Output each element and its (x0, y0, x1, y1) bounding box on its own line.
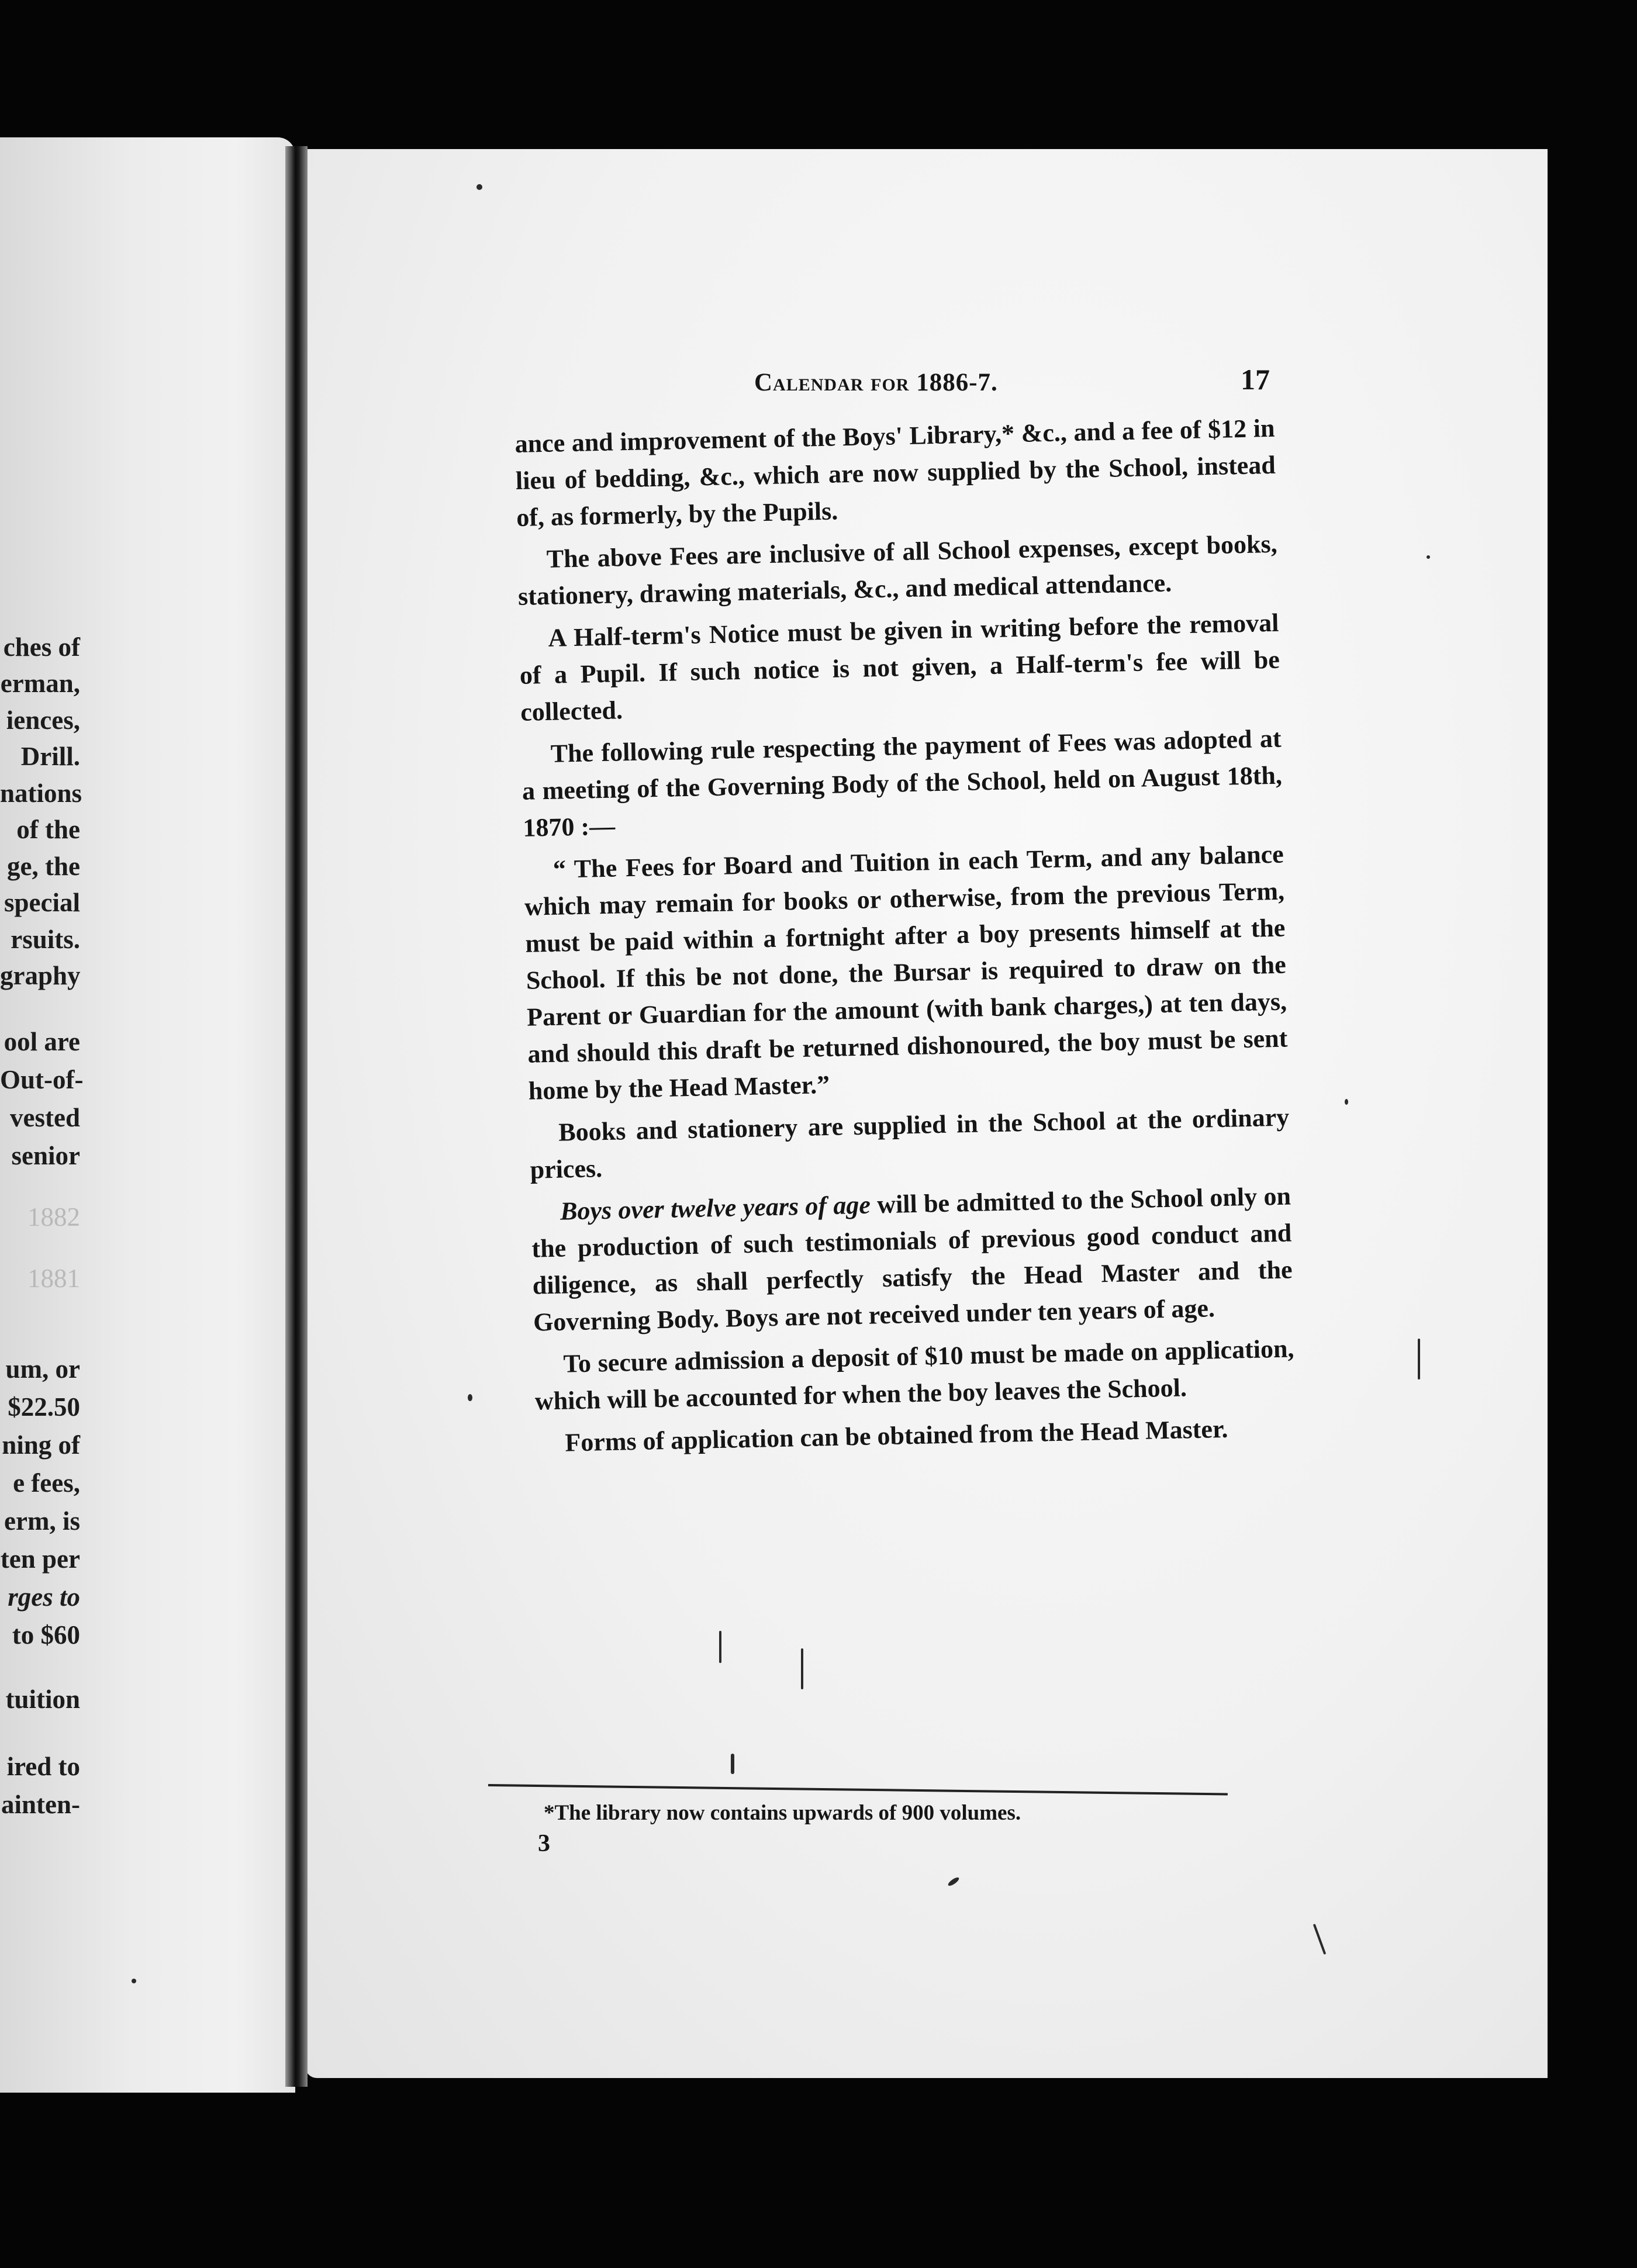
left-fragment: erm, is (4, 1506, 80, 1536)
left-fragment: ten per (0, 1544, 80, 1574)
quoted-rule-paragraph: “ The Fees for Board and Tuition in each Term, and any balance which may remain for books or otherwise, from the previous Term, must be paid within a fortnight after a boy presents himself at the School. If this be not done, the Bursar is required to draw on the Parent or Guardian for the amount (with bank charges,) at ten days, and should this draft be returned dishonoured, the boy must be sent home by the Head Master.” (524, 839, 1288, 1105)
dust-speck (801, 1648, 803, 1689)
dust-speck (132, 1979, 136, 1983)
dust-speck (1418, 1339, 1420, 1380)
left-fragment: special (4, 888, 80, 917)
running-title: Calendar for 1886-7. (754, 369, 998, 396)
left-fragment: graphy (0, 961, 81, 990)
left-fragment: ches of (3, 632, 80, 662)
page-number: 17 (1241, 363, 1270, 396)
dust-speck (1427, 555, 1430, 559)
left-fragment: rges to (8, 1582, 80, 1612)
left-fragment: $22.50 (8, 1392, 80, 1422)
left-fragment: of the (16, 815, 80, 844)
dust-speck (476, 184, 482, 190)
left-fragment: um, or (5, 1354, 80, 1384)
left-fragment: nations (0, 779, 82, 808)
paragraph: ance and improvement of the Boys' Library,* &c., and a fee of $12 in lieu of bedding, &c., which are now supplied by the School, instead of, as formerly, by the Pupils. (514, 413, 1276, 532)
left-fragment: ired to (6, 1752, 80, 1781)
dust-speck (719, 1631, 721, 1663)
footnote: *The library now contains upwards of 900 volumes. (544, 1801, 1021, 1825)
left-fragment: ning of (2, 1430, 80, 1460)
left-fragment: Out-of- (0, 1065, 84, 1094)
left-fragment-faint: 1881 (27, 1264, 80, 1293)
left-fragment: Drill. (20, 742, 80, 771)
left-fragment: erman, (0, 669, 80, 698)
paragraph-rest: will be admitted to the School only on the production of such testimonials of previous good conduct and diligence, as shall perfectly satisfy the Head Master and the Governing Body. Boys are not received under ten years of age. (531, 1181, 1293, 1337)
paragraph: The following rule respecting the payment of Fees was adopted at a meeting of the Governing Body of the School, held on August 18th, 1870 :— (522, 724, 1283, 842)
page-body (514, 410, 1296, 1462)
left-fragment: vested (10, 1103, 80, 1132)
paragraph: To secure admission a deposit of $10 must be made on application, which will be accounted for when the boy leaves the School. (534, 1334, 1294, 1416)
italic-lead: Boys over twelve years of age (560, 1190, 871, 1226)
left-fragment: ge, the (7, 852, 80, 881)
left-fragment: iences, (6, 706, 80, 735)
left-fragment: senior (11, 1141, 80, 1170)
age-paragraph (531, 1177, 1294, 1340)
dust-speck (1345, 1099, 1348, 1105)
dust-speck (731, 1754, 734, 1774)
left-fragment: ainten- (1, 1790, 80, 1819)
paragraph: Books and stationery are supplied in the School at the ordinary prices. (530, 1102, 1290, 1184)
paragraph: The above Fees are inclusive of all School expenses, except books, stationery, drawing materials, &c., and medical attendance. (517, 529, 1278, 611)
left-fragment: rsuits. (11, 925, 80, 954)
signature-mark: 3 (538, 1830, 550, 1857)
running-header (754, 368, 998, 397)
dust-speck (468, 1394, 472, 1401)
paragraph: Forms of application can be obtained from the Head Master. (564, 1414, 1228, 1457)
left-fragment: tuition (5, 1685, 80, 1714)
left-fragment: e fees, (13, 1468, 80, 1498)
left-fragment: to $60 (12, 1620, 80, 1650)
left-fragment-faint: 1882 (27, 1202, 80, 1232)
left-fragment: ool are (4, 1027, 80, 1056)
paragraph: A Half-term's Notice must be given in writing before the removal of a Pupil. If such notice is not given, a Half-term's fee will be collected. (519, 608, 1280, 727)
